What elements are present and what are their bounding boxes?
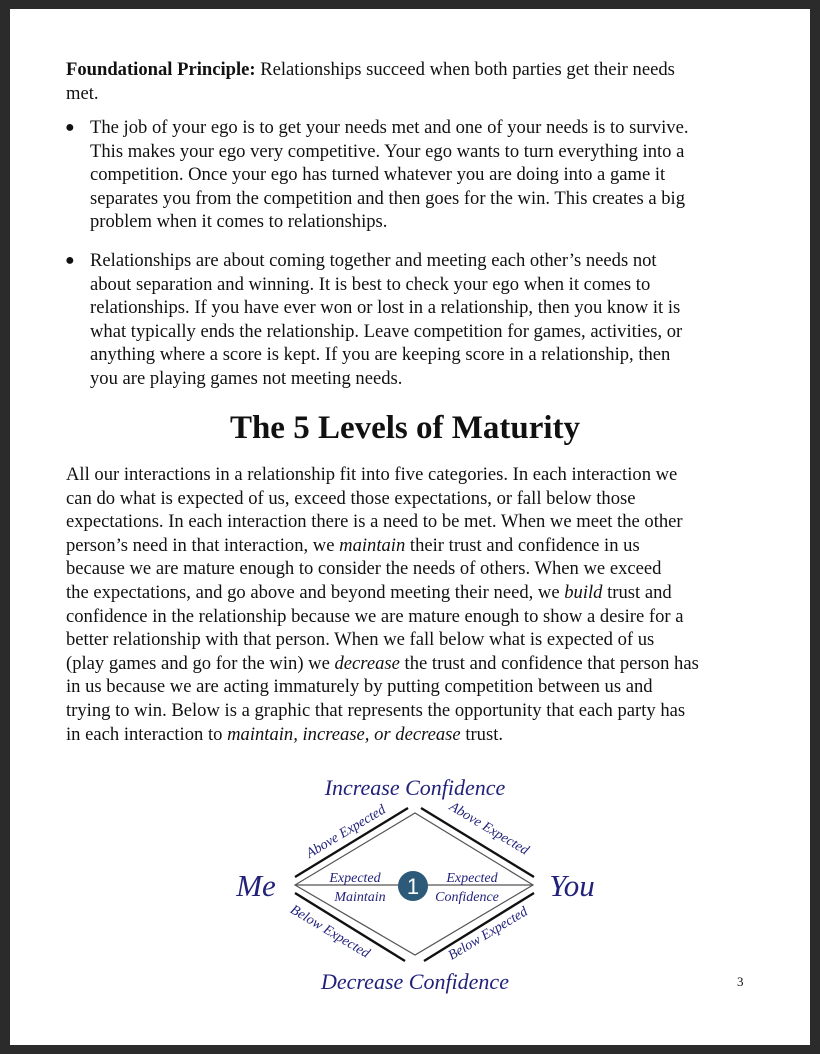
foundational-principle: Foundational Principle: Relationships succeed when both parties get their needs met. [66,59,675,104]
text-segment: person’s need in that interaction, we [66,534,340,556]
text-segment: expectations. In each interaction there is a need to be met. When we meet the other [66,511,683,533]
text-segment: the expectations, and go above and beyond meeting their need, we [66,581,565,603]
text-line: problem when it comes to relationships. [90,211,388,233]
emphasis: maintain [339,534,406,556]
me-label: Me [236,868,276,903]
below-expected-right: Below Expected [445,904,531,964]
text-segment: All our interactions in a relationship fit into five categories. In each interaction we [66,464,678,485]
text-line: relationships. If you have ever won or lost in a relationship, then you know it is [90,297,681,319]
expected-right-label: Expected [446,871,498,886]
level-number: 1 [406,874,420,899]
text-line: The job of your ego is to get your needs met and one of your needs is to survive. [90,117,689,138]
text-segment: their trust and confidence in us [405,534,640,556]
text-line: what typically ends the relationship. Leave competition for games, activities, or [90,320,683,342]
bullet-icon: ● [65,252,75,269]
text-line: This makes your ego very competitive. Your ego wants to turn everything into a [90,140,685,162]
text-line: Relationships are about coming together and meeting each other’s needs not [90,250,657,271]
page-number: 3 [737,974,744,989]
section-heading: The 5 Levels of Maturity [229,410,581,446]
text-line: about separation and winning. It is best to check your ego when it comes to [90,273,651,295]
text-segment: trying to win. Below is a graphic that represents the opportunity that each party has [66,699,686,721]
emphasis: maintain, increase, or decrease [227,723,461,745]
emphasis: build [564,581,603,603]
emphasis: decrease [334,652,400,674]
text-segment: in us because we are acting immaturely by putting competition between us and [66,676,653,698]
above-expected-right: Above Expected [446,799,532,859]
expected-left-label: Expected [329,871,381,886]
below-expected-left: Below Expected [287,902,373,962]
text-line: you are playing games not meeting needs. [90,367,403,389]
maintain-label: Maintain [334,890,386,905]
text-segment: the trust and confidence that person has [399,652,699,674]
increase-confidence-label: Increase Confidence [324,775,506,800]
text-segment: confidence in the relationship because we are mature enough to show a desire for a [66,605,684,627]
text-line: competition. Once your ego has turned whatever you are doing into a game it [90,164,666,186]
text-segment: can do what is expected of us, exceed those expectations, or fall below those [66,487,636,509]
above-expected-left: Above Expected [303,802,389,862]
principle-label: Foundational Principle: [66,59,256,80]
text-segment: trust and [602,581,672,603]
text-line: anything where a score is kept. If you are keeping score in a relationship, then [90,344,671,366]
text-segment: in each interaction to [66,723,228,745]
text-segment: better relationship with that person. When we fall below what is expected of us [66,629,655,651]
edge-above-left [295,808,408,877]
confidence-label: Confidence [435,890,499,905]
text-line: separates you from the competition and then goes for the win. This creates a big [90,187,685,209]
decrease-confidence-label: Decrease Confidence [321,969,509,994]
text-segment: (play games and go for the win) we [66,652,335,674]
text-segment: because we are mature enough to consider the needs of others. When we exceed [66,558,662,580]
bullet-icon: ● [65,119,75,136]
text-segment: trust. [460,723,504,745]
you-label: You [549,868,595,903]
